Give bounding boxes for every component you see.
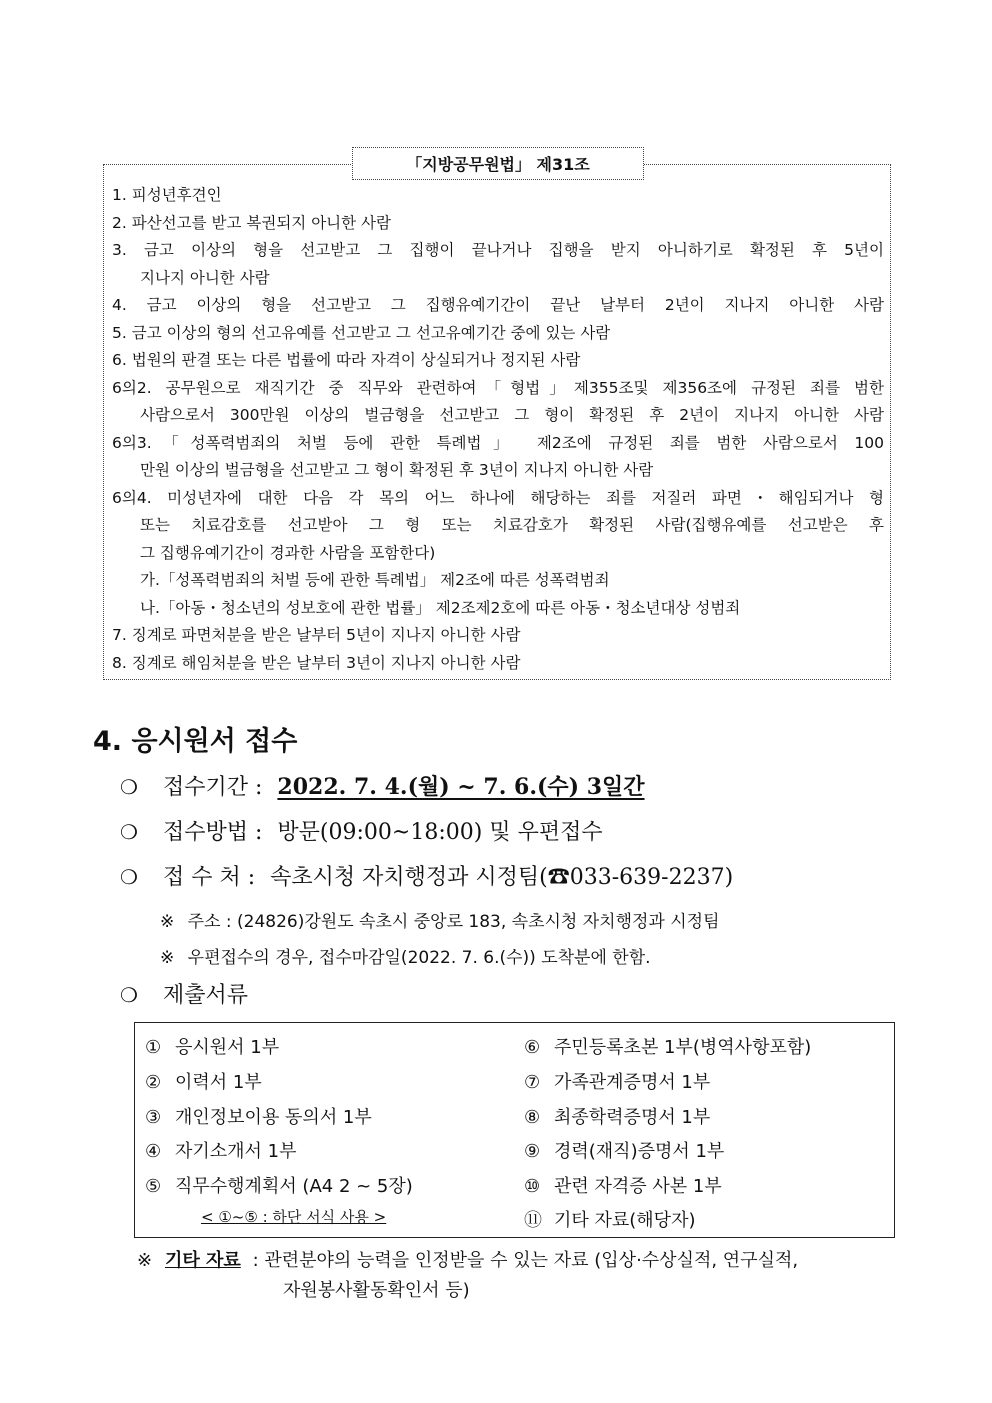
law-item: 7. 징계로 파면처분을 받은 날부터 5년이 지나지 아니한 사람: [112, 626, 521, 644]
doc-item: ⑦ 가족관계증명서 1부: [524, 1072, 711, 1093]
circle-bullet-icon: ❍: [120, 865, 138, 889]
law-item: 3. 금고 이상의 형을 선고받고 그 집행이 끝나거나 집행을 받지 아니하기로 확정된 후 5년이: [112, 241, 884, 259]
doc-item: ⑥ 주민등록초본 1부(병역사항포함): [524, 1037, 812, 1058]
address-note-text: 주소 : (24826)강원도 속초시 중앙로 183, 속초시청 자치행정과 시정팀: [187, 912, 720, 932]
law-item: 4. 금고 이상의 형을 선고받고 그 집행유예기간이 끝난 날부터 2년이 지나지 아니한 사람: [112, 296, 884, 314]
note-mark: ※: [160, 912, 175, 932]
law-item-continuation: 지나지 아니한 사람: [140, 268, 270, 287]
period-value: 2022. 7. 4.(월) ~ 7. 6.(수) 3일간: [277, 774, 645, 800]
law-item: 1. 피성년후견인: [112, 186, 222, 204]
place-label: 접 수 처 :: [163, 865, 256, 890]
doc-item: ⑩ 관련 자격증 사본 1부: [524, 1176, 722, 1197]
place-value: 속초시청 자치행정과 시정팀(☎033-639-2237): [270, 865, 734, 890]
form-note: < ①~⑤ : 하단 서식 사용 >: [201, 1208, 387, 1226]
note-mark: ※: [160, 948, 175, 968]
circle-bullet-icon: ❍: [120, 983, 138, 1007]
law-item: 2. 파산선고를 받고 복권되지 아니한 사람: [112, 213, 391, 232]
doc-item: ⑤ 직무수행계획서 (A4 2 ~ 5장): [145, 1176, 413, 1197]
law-item: 8. 징계로 해임처분을 받은 날부터 3년이 지나지 아니한 사람: [112, 653, 521, 672]
law-subitem: 가.「성폭력범죄의 처벌 등에 관한 특례법」 제2조에 따른 성폭력범죄: [140, 571, 610, 589]
mail-note-text: 우편접수의 경우, 접수마감일(2022. 7. 6.(수)) 도착분에 한함.: [187, 948, 651, 968]
law-item: 6의3.「성폭력범죄의 처벌 등에 관한 특례법」 제2조에 규정된 죄를 범한 사람으로서 100: [112, 433, 884, 452]
mail-note: [160, 943, 651, 968]
docs-label: 제출서류: [163, 983, 249, 1008]
doc-item: ① 응시원서 1부: [145, 1037, 280, 1058]
period-label: 접수기간 :: [163, 775, 263, 800]
address-note: [160, 907, 720, 932]
law-item-continuation: 만원 이상의 벌금형을 선고받고 그 형이 확정된 후 3년이 지나지 아니한 사람: [140, 461, 654, 479]
law-item-continuation: 또는 치료감호를 선고받아 그 형 또는 치료감호가 확정된 사람(집행유예를 선고받은 후: [140, 516, 884, 534]
law-item: 6의2. 공무원으로 재직기간 중 직무와 관련하여「형법」제355조및 제356조에 규정된 죄를 범한: [112, 378, 884, 397]
circle-bullet-icon: ❍: [120, 820, 138, 844]
circle-bullet-icon: ❍: [120, 775, 138, 799]
law-item: 6의4. 미성년자에 대한 다음 각 목의 어느 하나에 해당하는 죄를 저질러 파면・해임되거나 형: [112, 488, 884, 507]
footer-text-continuation: 자원봉사활동확인서 등): [283, 1280, 470, 1301]
doc-item: ⑧ 최종학력증명서 1부: [524, 1107, 711, 1128]
docs-row: [120, 978, 248, 1009]
footer-text: : 관련분야의 능력을 인정받을 수 있는 자료 (입상·수상실적, 연구실적,: [252, 1250, 799, 1271]
doc-item: ③ 개인정보이용 동의서 1부: [145, 1107, 372, 1128]
period-row: [120, 770, 645, 801]
note-mark: ※: [137, 1250, 153, 1271]
law-title: 「지방공무원법」 제31조: [352, 147, 644, 180]
law-subitem: 나.「아동・청소년의 성보호에 관한 법률」 제2조제2호에 따른 아동・청소년대상 성범죄: [140, 598, 741, 617]
law-item: 6. 법원의 판결 또는 다른 법률에 따라 자격이 상실되거나 정지된 사람: [112, 351, 581, 369]
law-item: 5. 금고 이상의 형의 선고유예를 선고받고 그 선고유예기간 중에 있는 사람: [112, 323, 611, 342]
footer-note: [137, 1246, 897, 1276]
doc-item: ⑪ 기타 자료(해당자): [524, 1210, 696, 1231]
method-value: 방문(09:00~18:00) 및 우편접수: [277, 820, 603, 845]
footer-key: 기타 자료: [165, 1250, 241, 1271]
doc-item: ④ 자기소개서 1부: [145, 1141, 297, 1162]
law-item-continuation: 사람으로서 300만원 이상의 벌금형을 선고받고 그 형이 확정된 후 2년이 지나지 아니한 사람: [140, 406, 884, 424]
law-item-continuation: 그 집행유예기간이 경과한 사람을 포함한다): [140, 543, 436, 562]
method-label: 접수방법 :: [163, 820, 263, 845]
doc-item: ② 이력서 1부: [145, 1072, 262, 1093]
place-row: [120, 860, 733, 891]
law-list: [112, 182, 884, 677]
doc-item: ⑨ 경력(재직)증명서 1부: [524, 1141, 725, 1162]
section-title: 4. 응시원서 접수: [93, 726, 298, 757]
method-row: [120, 815, 603, 846]
